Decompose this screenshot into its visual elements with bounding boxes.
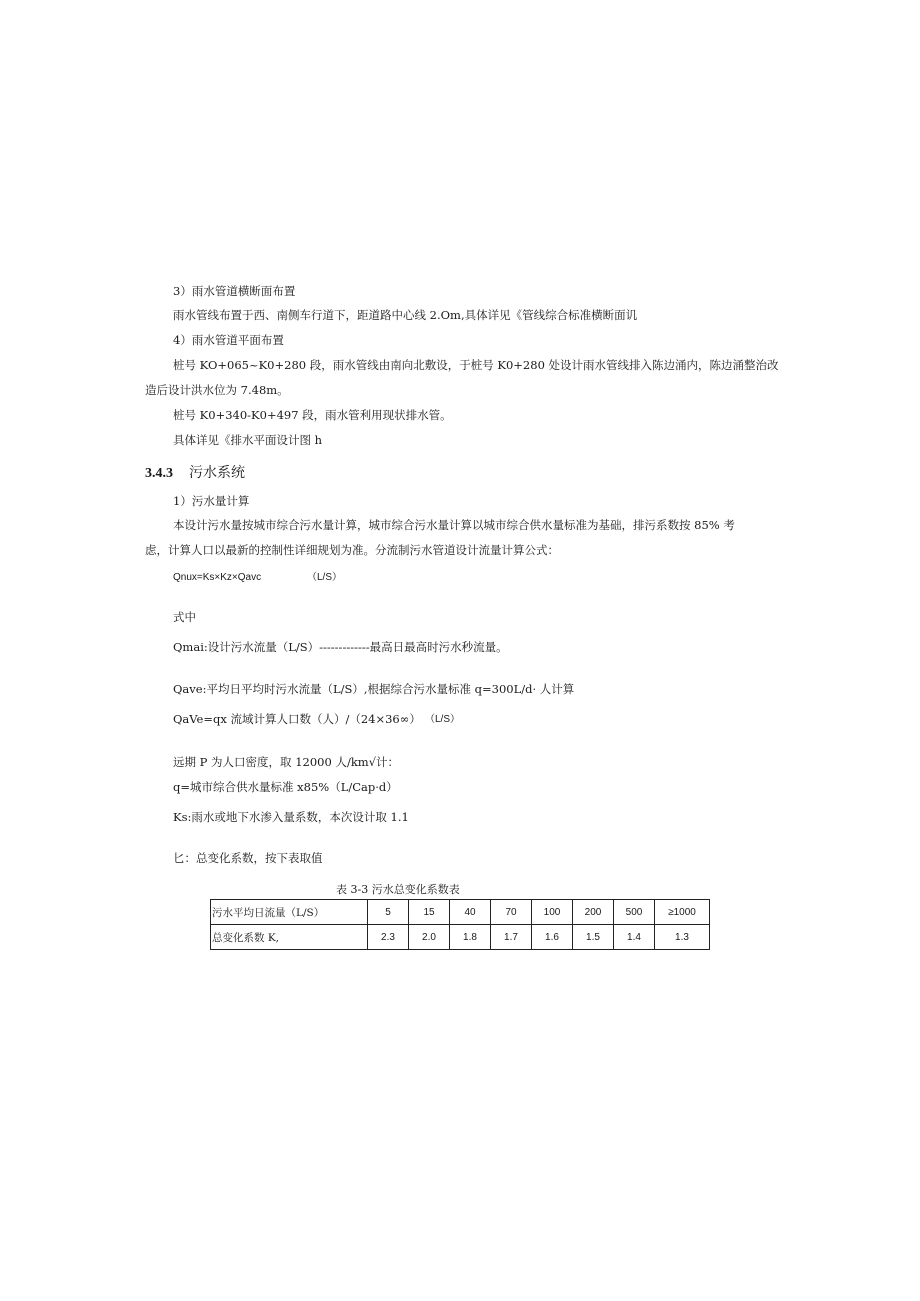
section-heading (145, 464, 245, 483)
definition: Qmai:设计污水流量（L/S）-------------最高日最高时污水秒流量。 (173, 640, 508, 654)
table-cell: 5 (368, 900, 409, 925)
row-header: 污水平均日流量（L/S） (211, 900, 368, 925)
section-number: 3.4.3 (145, 466, 173, 481)
coefficient-table (210, 899, 710, 950)
formula-unit: （L/S） (425, 714, 461, 725)
table-cell: 15 (409, 900, 450, 925)
table-cell: 200 (573, 900, 614, 925)
definition: q=城市综合供水量标准 x85%（L/Cap·d） (173, 780, 398, 794)
subheading-sewage-calc: 1）污水量计算 (173, 494, 250, 508)
subheading-rain-cross-section: 3）雨水管道横断面布置 (173, 284, 296, 298)
table-cell: 100 (532, 900, 573, 925)
table-cell: 1.6 (532, 925, 573, 950)
paragraph: 虑，计算人口以最新的控制性详细规划为准。分流制污水管道设计流量计算公式： (145, 543, 559, 557)
table-cell: 70 (491, 900, 532, 925)
paragraph: 桩号 K0+340-K0+497 段，雨水管利用现状排水管。 (173, 408, 452, 422)
table-cell: 500 (614, 900, 655, 925)
paragraph: 桩号 KO+065~K0+280 段，雨水管线由南向北敷设，于桩号 K0+280 处设计雨水管线排入陈边涌内，陈边涌整治改 (173, 358, 779, 372)
subheading-rain-plan: 4）雨水管道平面布置 (173, 333, 284, 347)
formula: QaVe=qx 流域计算人口数（人）/（24×36∞） (173, 712, 421, 726)
formula: Qnux=Ks×Kz×Qavc (173, 572, 262, 583)
table-row (211, 925, 710, 950)
paragraph: 造后设计洪水位为 7.48m。 (145, 383, 289, 397)
table-cell: 40 (450, 900, 491, 925)
table-caption: 表 3-3 污水总变化系数表 (336, 883, 460, 896)
definition: Qave:平均日平均时污水流量（L/S）,根据综合污水量标准 q=300L/d· 人计算 (173, 682, 575, 696)
where-label: 式中 (173, 610, 196, 624)
table-cell: 1.8 (450, 925, 491, 950)
table-cell: 1.4 (614, 925, 655, 950)
definition: 匕：总变化系数，按下表取值 (173, 851, 323, 865)
row-header: 总变化系数 K, (211, 925, 368, 950)
table-cell: 1.7 (491, 925, 532, 950)
paragraph: 具体详见《排水平面设计图 h (173, 433, 323, 447)
section-title: 污水系统 (189, 465, 245, 481)
table-row (211, 900, 710, 925)
table-cell: 1.3 (655, 925, 710, 950)
table-cell: 2.0 (409, 925, 450, 950)
table-cell: 1.5 (573, 925, 614, 950)
paragraph: 雨水管线布置于西、南侧车行道下，距道路中心线 2.Om,具体详见《管线综合标准横断面讥 (173, 308, 638, 322)
formula-unit: （L/S） (307, 572, 343, 583)
table-cell: 2.3 (368, 925, 409, 950)
paragraph: 本设计污水量按城市综合污水量计算，城市综合污水量计算以城市综合供水量标准为基础，排污系数按 85% 考 (173, 518, 735, 532)
definition: Ks:雨水或地下水渗入量系数，本次设计取 1.1 (173, 810, 409, 824)
definition: 远期 P 为人口密度，取 12000 人/km√计： (173, 755, 400, 769)
table-cell: ≥1000 (655, 900, 710, 925)
